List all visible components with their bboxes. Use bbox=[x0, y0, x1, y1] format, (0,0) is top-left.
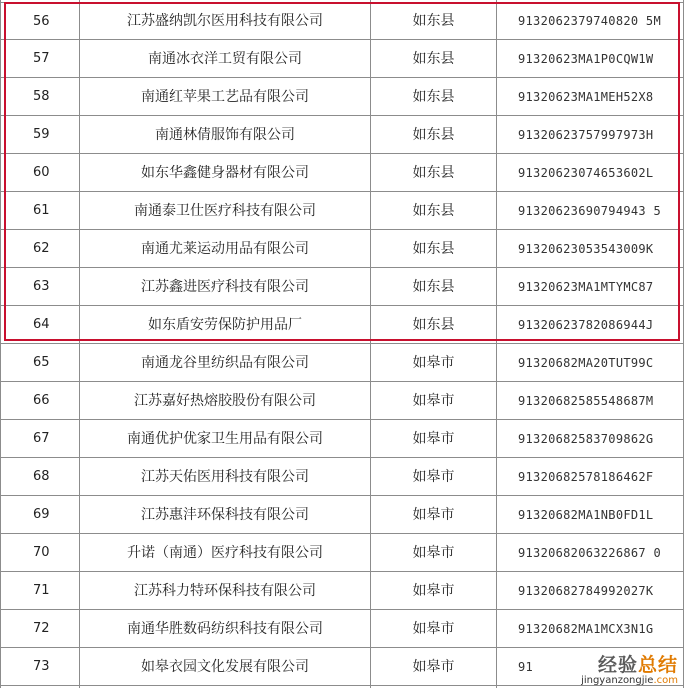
company-name: 升诺（南通）医疗科技有限公司 bbox=[127, 544, 323, 561]
grid-line bbox=[496, 0, 497, 688]
company-name: 南通红苹果工艺品有限公司 bbox=[141, 88, 309, 105]
district: 如东县 bbox=[412, 126, 455, 143]
table-row bbox=[0, 40, 684, 78]
row-number: 71 bbox=[33, 583, 50, 598]
row-number: 56 bbox=[33, 13, 50, 29]
row-number: 70 bbox=[33, 545, 50, 560]
credit-code: 91320682583709862G bbox=[518, 431, 654, 446]
table-row bbox=[0, 78, 684, 116]
company-name: 江苏科力特环保科技有限公司 bbox=[134, 582, 316, 599]
district: 如东县 bbox=[412, 164, 455, 181]
table-row bbox=[0, 230, 684, 268]
credit-code: 91320682MA1MCX3N1G bbox=[518, 621, 654, 636]
row-number: 58 bbox=[33, 89, 50, 104]
credit-code: 91320682784992027K bbox=[518, 583, 654, 598]
table-row bbox=[0, 344, 684, 382]
district: 如东县 bbox=[412, 88, 455, 105]
credit-code: 9132062379740820 5M bbox=[518, 14, 661, 28]
row-number: 69 bbox=[33, 507, 50, 522]
company-name: 南通尤莱运动用品有限公司 bbox=[141, 240, 309, 257]
grid-line bbox=[79, 0, 80, 688]
district: 如皋市 bbox=[412, 354, 455, 371]
district: 如皋市 bbox=[412, 468, 455, 485]
credit-code: 91320623MA1MTYMC87 bbox=[518, 279, 654, 294]
grid-line bbox=[0, 0, 1, 688]
credit-code: 91 bbox=[518, 659, 534, 674]
company-name: 如东华鑫健身器材有限公司 bbox=[141, 164, 309, 181]
credit-code: 91320623053543009K bbox=[518, 241, 654, 256]
table-row bbox=[0, 382, 684, 420]
row-number: 72 bbox=[33, 621, 50, 636]
company-name: 南通泰卫仕医疗科技有限公司 bbox=[134, 202, 316, 219]
credit-code: 91320682063226867 0 bbox=[518, 545, 661, 560]
watermark-title: 经验总结 bbox=[597, 654, 678, 676]
table-row bbox=[0, 534, 684, 572]
table-row bbox=[0, 610, 684, 648]
table-row bbox=[0, 496, 684, 534]
row-number: 60 bbox=[33, 165, 50, 180]
row-number: 66 bbox=[33, 393, 50, 408]
row-number: 57 bbox=[33, 51, 50, 66]
row-number: 73 bbox=[33, 659, 50, 674]
company-name: 江苏盛纳凯尔医用科技有限公司 bbox=[127, 13, 323, 29]
company-name: 江苏鑫进医疗科技有限公司 bbox=[141, 278, 309, 295]
row-number: 63 bbox=[33, 279, 50, 294]
district: 如东县 bbox=[412, 202, 455, 219]
table-row bbox=[0, 572, 684, 610]
district: 如皋市 bbox=[412, 506, 455, 523]
row-number: 59 bbox=[33, 127, 50, 142]
district: 如皋市 bbox=[412, 620, 455, 637]
table-row bbox=[0, 306, 684, 344]
company-name: 如皋衣园文化发展有限公司 bbox=[141, 658, 309, 675]
district: 如东县 bbox=[412, 240, 455, 257]
credit-code: 91320682MA1NB0FD1L bbox=[518, 507, 654, 522]
table-row bbox=[0, 420, 684, 458]
district: 如皋市 bbox=[412, 544, 455, 561]
table-row bbox=[0, 2, 684, 40]
company-name: 南通龙谷里纺织品有限公司 bbox=[141, 354, 309, 371]
district: 如东县 bbox=[412, 278, 455, 295]
grid-line bbox=[370, 0, 371, 688]
row-number: 67 bbox=[33, 431, 50, 446]
company-name: 南通林倩服饰有限公司 bbox=[155, 126, 295, 143]
company-name: 南通优护优家卫生用品有限公司 bbox=[127, 430, 323, 447]
watermark-url: jingyanzongjie.com bbox=[581, 675, 678, 686]
district: 如皋市 bbox=[412, 430, 455, 447]
credit-code: 91320623MA1MEH52X8 bbox=[518, 89, 654, 104]
company-name: 南通华胜数码纺织科技有限公司 bbox=[127, 620, 323, 637]
district: 如东县 bbox=[412, 316, 455, 333]
row-number: 68 bbox=[33, 469, 50, 484]
watermark bbox=[581, 656, 678, 686]
company-name: 江苏嘉好热熔胶股份有限公司 bbox=[134, 392, 316, 409]
company-name: 南通冰衣洋工贸有限公司 bbox=[148, 50, 302, 67]
credit-code: 91320623690794943 5 bbox=[518, 203, 661, 218]
credit-code: 91320623757997973H bbox=[518, 127, 654, 142]
table-row bbox=[0, 116, 684, 154]
district: 如皋市 bbox=[412, 392, 455, 409]
row-number: 61 bbox=[33, 203, 50, 218]
credit-code: 91320682578186462F bbox=[518, 469, 654, 484]
credit-code: 91320682585548687M bbox=[518, 393, 654, 408]
row-number: 62 bbox=[33, 241, 50, 256]
company-name: 江苏天佑医用科技有限公司 bbox=[141, 468, 309, 485]
credit-code: 91320623MA1P0CQW1W bbox=[518, 51, 654, 66]
table-row bbox=[0, 268, 684, 306]
table-row bbox=[0, 192, 684, 230]
district: 如东县 bbox=[412, 13, 455, 29]
company-name: 如东盾安劳保防护用品厂 bbox=[148, 316, 302, 333]
credit-code: 91320623074653602L bbox=[518, 165, 654, 180]
district: 如皋市 bbox=[412, 658, 455, 675]
table-row bbox=[0, 154, 684, 192]
company-name: 江苏惠沣环保科技有限公司 bbox=[141, 506, 309, 523]
credit-code: 91320682MA20TUT99C bbox=[518, 355, 654, 370]
credit-code: 91320623782086944J bbox=[518, 317, 654, 332]
district: 如东县 bbox=[412, 50, 455, 67]
row-number: 64 bbox=[33, 317, 50, 332]
table-row bbox=[0, 458, 684, 496]
district: 如皋市 bbox=[412, 582, 455, 599]
row-number: 65 bbox=[33, 355, 50, 370]
